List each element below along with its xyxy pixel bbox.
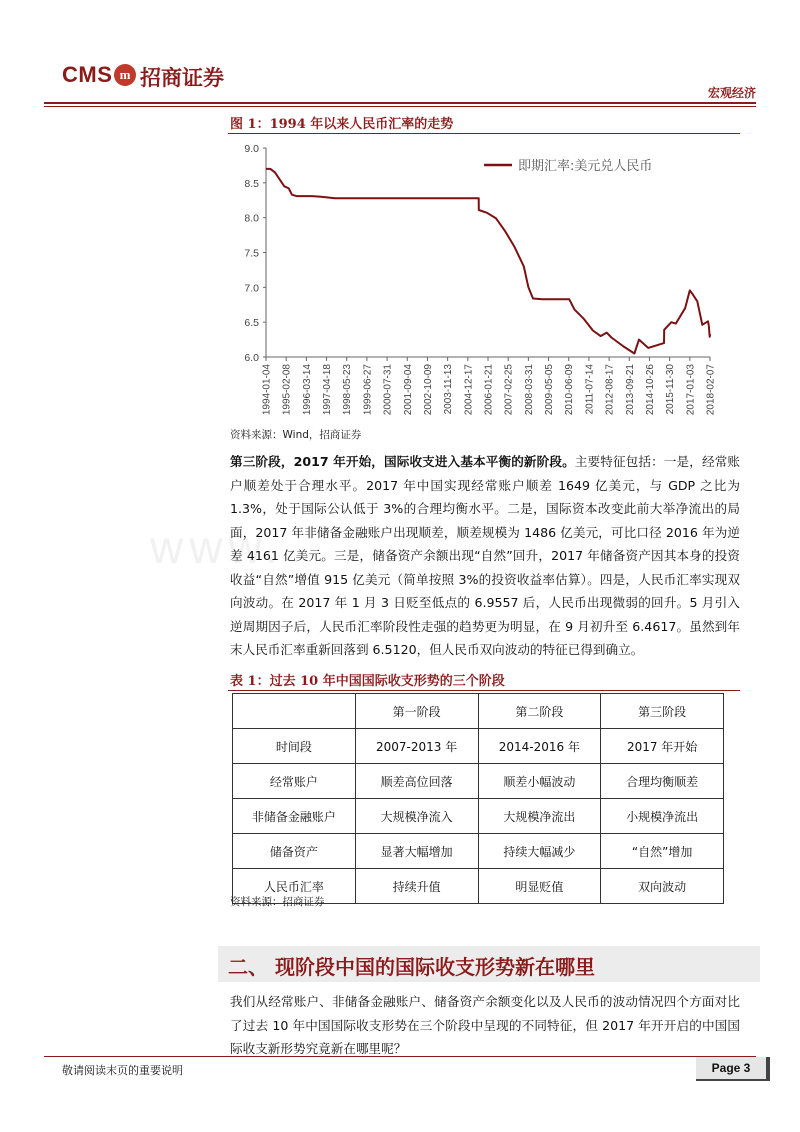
table-row-label: 储备资产 xyxy=(233,834,356,869)
table-title-rule xyxy=(228,690,740,691)
paragraph-section-intro: 我们从经常账户、非储备金融账户、储备资产余额变化以及人民币的波动情况四个方面对比了过去 10 年中国国际收支形势在三个阶段中呈现的不同特征，但 2017 年开开启的中国国际收支新形势究竟新在哪里呢？ xyxy=(230,994,740,1056)
x-tick-label: 2003-11-13 xyxy=(443,364,455,415)
x-tick-label: 2010-06-09 xyxy=(564,364,576,416)
table-cell: 大规模净流出 xyxy=(478,799,601,834)
paragraph-lead: 第三阶段，2017 年开始，国际收支进入基本平衡的新阶段。 xyxy=(230,454,575,469)
table-cell: 合理均衡顺差 xyxy=(601,764,724,799)
x-tick-label: 1995-02-08 xyxy=(281,364,293,416)
logo-cms-text: CMS xyxy=(62,62,113,87)
series-line-usd-cny xyxy=(266,169,710,354)
table-header-cell xyxy=(233,694,356,729)
x-tick-label: 1994-01-04 xyxy=(261,364,273,416)
chart-svg xyxy=(228,136,740,426)
paragraph-stage-three xyxy=(230,450,740,662)
table-row xyxy=(233,799,724,834)
table-header-cell: 第三阶段 xyxy=(601,694,724,729)
table-source: 资料来源：招商证券 xyxy=(230,896,325,908)
x-tick-label: 1999-06-27 xyxy=(362,364,374,416)
y-tick-label: 7.5 xyxy=(244,247,259,260)
x-tick-label: 2000-07-31 xyxy=(382,364,394,416)
legend-label: 即期汇率:美元兑人民币 xyxy=(518,159,653,174)
x-tick-label: 2017-01-03 xyxy=(685,364,697,416)
table-cell: 小规模净流出 xyxy=(601,799,724,834)
table-cell: 顺差小幅波动 xyxy=(478,764,601,799)
x-tick-label: 2002-10-09 xyxy=(422,364,434,416)
figure-title: 图 1：1994 年以来人民币汇率的走势 xyxy=(230,117,454,132)
table-cell: 2014-2016 年 xyxy=(478,729,601,764)
table-row xyxy=(233,729,724,764)
footer-disclaimer-note: 敬请阅读末页的重要说明 xyxy=(62,1064,183,1077)
page-number: Page 3 xyxy=(696,1057,770,1081)
table-header-cell: 第一阶段 xyxy=(355,694,478,729)
table-title: 表 1：过去 10 年中国国际收支形势的三个阶段 xyxy=(230,674,505,689)
table-row-label: 人民币汇率 xyxy=(233,869,356,904)
x-tick-label: 2014-10-26 xyxy=(644,364,656,416)
y-tick-label: 6.0 xyxy=(244,352,259,364)
table-cell: 大规模净流入 xyxy=(355,799,478,834)
y-tick-label: 9.0 xyxy=(244,143,259,155)
table-cell: 2017 年开始 xyxy=(601,729,724,764)
table-row-label: 时间段 xyxy=(233,729,356,764)
exchange-rate-chart xyxy=(228,136,740,426)
x-tick-label: 2012-08-17 xyxy=(604,364,616,416)
table-row-label: 非储备金融账户 xyxy=(233,799,356,834)
table-cell: 明显贬值 xyxy=(478,869,601,904)
header-divider-thin xyxy=(44,106,756,107)
x-tick-label: 1998-05-23 xyxy=(342,364,354,416)
footer-divider xyxy=(44,1056,756,1057)
x-tick-label: 1996-03-14 xyxy=(301,364,313,416)
table-cell: 顺差高位回落 xyxy=(355,764,478,799)
table-header-cell: 第二阶段 xyxy=(478,694,601,729)
header-divider xyxy=(44,102,756,104)
section-heading: 二、 现阶段中国的国际收支形势新在哪里 xyxy=(228,955,595,979)
table-cell: “自然”增加 xyxy=(601,834,724,869)
table-row-label: 经常账户 xyxy=(233,764,356,799)
y-tick-label: 7.0 xyxy=(244,282,259,295)
table-cell: 双向波动 xyxy=(601,869,724,904)
x-tick-label: 2018-02-07 xyxy=(705,364,717,416)
table-cell: 持续升值 xyxy=(355,869,478,904)
stages-table xyxy=(232,693,724,904)
figure-title-rule xyxy=(228,133,740,134)
y-tick-label: 8.5 xyxy=(244,177,259,190)
x-tick-label: 2015-11-30 xyxy=(665,364,677,415)
figure-source: 资料来源：Wind，招商证券 xyxy=(230,429,362,441)
x-tick-label: 2011-07-14 xyxy=(584,364,596,415)
table-row xyxy=(233,764,724,799)
table-row xyxy=(233,834,724,869)
y-tick-label: 8.0 xyxy=(244,212,259,225)
table-cell: 显著大幅增加 xyxy=(355,834,478,869)
x-tick-label: 2004-12-17 xyxy=(463,364,475,416)
paragraph-body: 主要特征包括：一是，经常账户顺差处于合理水平。2017 年中国实现经常账户顺差 1649 亿美元，与 GDP 之比为 1.3%，处于国际公认低于 3%的合理均衡水平。二是，国际资本改变此前大举净流出的局面，2017 年非储备金融账户出现顺差，顺差规模为 1486 亿美元，可比口径 2016 年为逆差 4161 亿美元。三是，储备资产余额出现“自然”回升，2017 年储备资产因其本身的投资收益“自然”增值 915 亿美元（简单按照 3%的投资收益率估算）。四是，人民币汇率实现双向波动。在 2017 年 1 月 3 日贬至低点的 6.9557 后，人民币出现微弱的回升。5 月引入逆周期因子后，人民币汇率阶段性走强的趋势更为明显，在 9 月初升至 6.4617。虽然到年末人民币汇率重新回落到 6.5120，但人民币双向波动的特征已得到确立。 xyxy=(230,454,741,657)
logo-mark-icon: m xyxy=(114,64,136,86)
table-cell: 持续大幅减少 xyxy=(478,834,601,869)
x-tick-label: 2008-03-31 xyxy=(523,364,535,416)
watermark: www. xyxy=(150,521,284,573)
x-tick-label: 1997-04-18 xyxy=(322,364,334,416)
x-tick-label: 2009-05-05 xyxy=(544,364,556,416)
x-tick-label: 2006-01-21 xyxy=(483,364,495,416)
table-cell: 2007-2013 年 xyxy=(355,729,478,764)
x-tick-label: 2007-02-25 xyxy=(503,364,515,416)
x-tick-label: 2001-09-04 xyxy=(402,364,414,416)
header-section-label: 宏观经济 xyxy=(707,86,756,100)
y-tick-label: 6.5 xyxy=(244,317,259,330)
x-tick-label: 2013-09-21 xyxy=(624,364,636,416)
table-header-row xyxy=(233,694,724,729)
logo-company-name: 招商证券 xyxy=(140,65,224,90)
